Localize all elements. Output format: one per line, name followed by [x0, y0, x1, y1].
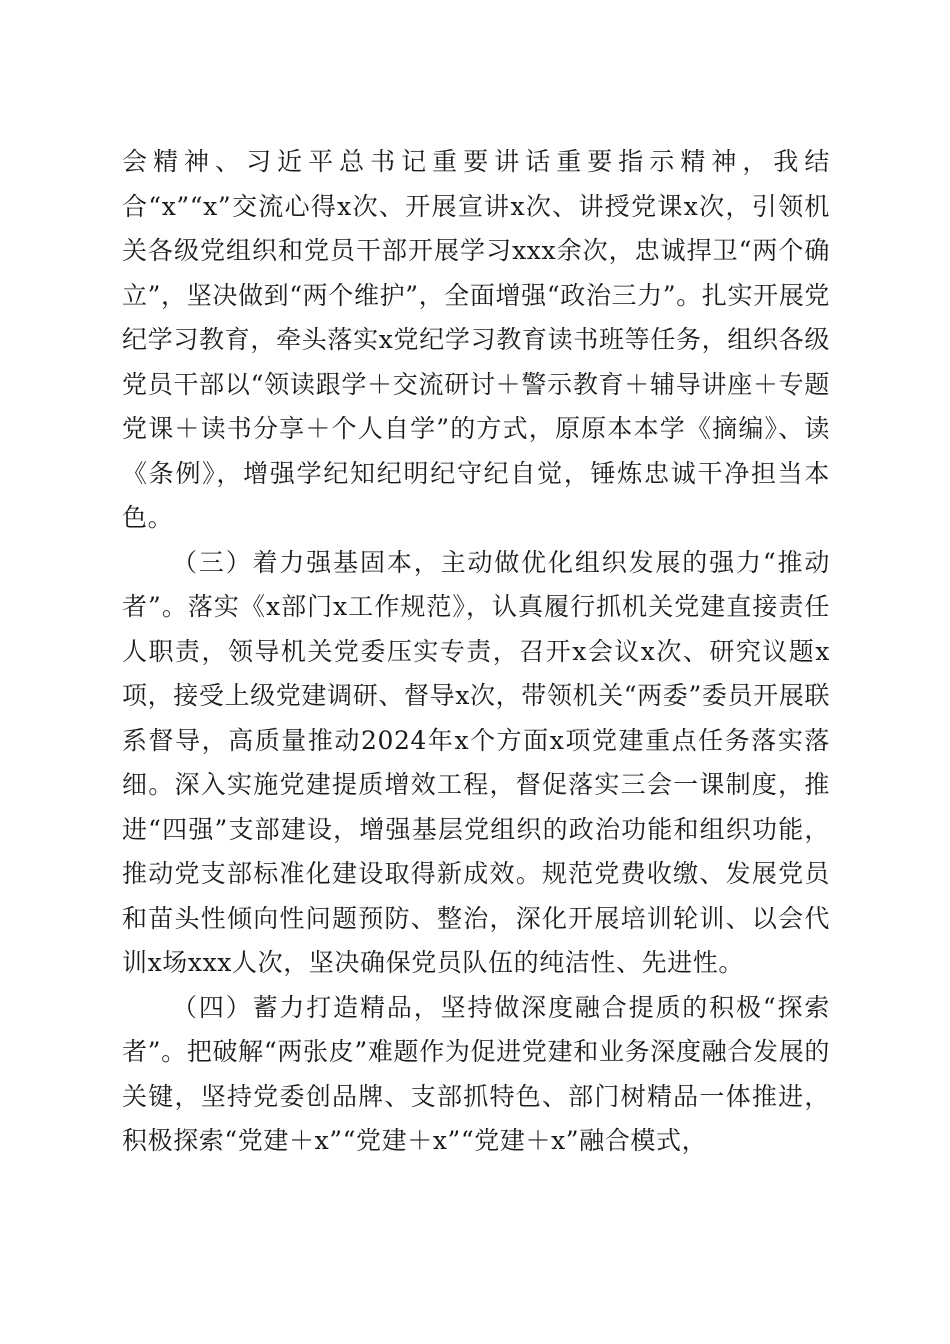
paragraph-continuation: 会精神、习近平总书记重要讲话重要指示精神，我结合“x”“x”交流心得x次、开展宣讲x次、讲授党课x次，引领机关各级党组织和党员干部开展学习xxx余次，忠诚捍卫“两个确立”，坚决做到“两个维护”，全面增强“政治三力”。扎实开展党纪学习教育，牵头落实x党纪学习教育读书班等任务，组织各级党员干部以“领读跟学＋交流研讨＋警示教育＋辅导讲座＋专题党课＋读书分享＋个人自学”的方式，原原本本学《摘编》、读《条例》，增强学纪知纪明纪守纪自觉，锤炼忠诚干净担当本色。 — [122, 147, 830, 532]
document-body — [122, 140, 830, 1164]
paragraph-section-four: （四）蓄力打造精品，坚持做深度融合提质的积极“探索者”。把破解“两张皮”难题作为促进党建和业务深度融合发展的关键，坚持党委创品牌、支部抓特色、部门树精品一体推进，积极探索“党建＋x”“党建＋x”“党建＋x”融合模式， — [122, 992, 830, 1155]
paragraph-section-three: （三）着力强基固本，主动做优化组织发展的强力“推动者”。落实《x部门x工作规范》，认真履行抓机关党建直接责任人职责，领导机关党委压实专责，召开x会议x次、研究议题x项，接受上级党建调研、督导x次，带领机关“两委”委员开展联系督导，高质量推动2024年x个方面x项党建重点任务落实落细。深入实施党建提质增效工程，督促落实三会一课制度，推进“四强”支部建设，增强基层党组织的政治功能和组织功能，推动党支部标准化建设取得新成效。规范党费收缴、发展党员和苗头性倾向性问题预防、整治，深化开展培训轮训、以会代训x场xxx人次，坚决确保党员队伍的纯洁性、先进性。 — [122, 547, 830, 977]
